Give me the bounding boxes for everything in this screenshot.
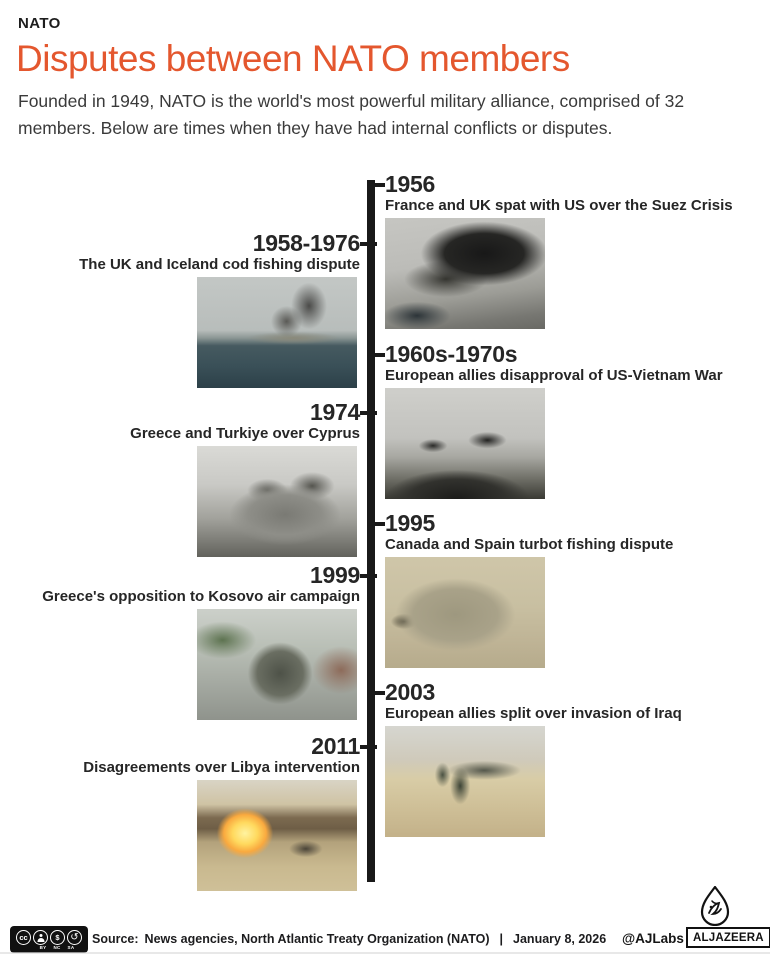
event-description: Greece and Turkiye over Cyprus	[130, 425, 360, 442]
photo-libya-intervention	[197, 780, 357, 891]
subtitle: Founded in 1949, NATO is the world's most powerful military alliance, comprised of 32 members. Below are times when they have had internal conflicts or disputes.	[18, 91, 685, 139]
cc-by-icon	[33, 930, 48, 945]
timeline-tick	[368, 353, 385, 357]
event-description: Canada and Spain turbot fishing dispute	[385, 536, 674, 553]
cc-label-nc: NC	[53, 945, 61, 950]
cc-label-by: BY	[39, 945, 47, 950]
timeline-tick	[360, 242, 377, 246]
cc-nc-icon: $	[50, 930, 65, 945]
event-year: 1958-1976	[252, 230, 360, 256]
timeline-event-1999	[20, 563, 360, 720]
date-text: January 8, 2026	[513, 932, 607, 946]
timeline-event-2011	[20, 734, 360, 891]
photo-iraq-invasion	[385, 726, 545, 837]
event-year: 2011	[311, 733, 360, 759]
timeline-tick	[368, 522, 385, 526]
timeline-event-2003	[385, 680, 747, 837]
cc-license-labels	[24, 945, 75, 950]
timeline-event-1956	[385, 172, 747, 329]
timeline-event-1960s-1970s	[385, 342, 747, 499]
event-year: 1956	[385, 171, 435, 197]
event-description: European allies disapproval of US-Vietnam War	[385, 367, 723, 384]
aljazeera-flame-logo-icon	[696, 886, 734, 926]
photo-suez-crisis	[385, 218, 545, 329]
source-label: Source:	[92, 932, 139, 946]
event-year: 1999	[310, 562, 360, 588]
event-description: France and UK spat with US over the Suez Crisis	[385, 197, 733, 214]
cc-label-sa: SA	[67, 945, 75, 950]
kicker: NATO	[18, 15, 61, 32]
photo-vietnam-war	[385, 388, 545, 499]
event-year: 1995	[385, 510, 435, 536]
event-year: 1960s-1970s	[385, 341, 518, 367]
person-icon	[37, 934, 44, 942]
cc-license-icons	[16, 930, 82, 945]
cc-sa-icon: ↺	[67, 930, 82, 945]
ajlabs-credit: @AJLabs	[622, 931, 684, 946]
page-title: Disputes between NATO members	[16, 38, 570, 79]
event-year: 1974	[310, 399, 360, 425]
source-line	[92, 932, 606, 946]
timeline-tick	[360, 411, 377, 415]
timeline-event-1974	[20, 400, 360, 557]
photo-turbot-dispute	[385, 557, 545, 668]
timeline-event-1995	[385, 511, 747, 668]
event-description: Greece's opposition to Kosovo air campaign	[42, 588, 360, 605]
timeline-axis	[367, 180, 375, 882]
timeline-tick	[368, 183, 385, 187]
event-description: Disagreements over Libya intervention	[83, 759, 360, 776]
photo-cyprus-conflict	[197, 446, 357, 557]
aljazeera-logo-text: ALJAZEERA	[686, 927, 770, 948]
bottom-divider	[0, 952, 770, 954]
timeline-tick	[368, 691, 385, 695]
timeline-tick	[360, 574, 377, 578]
cc-icon: cc	[16, 930, 31, 945]
photo-kosovo-campaign	[197, 609, 357, 720]
source-text: News agencies, North Atlantic Treaty Organization (NATO)	[144, 932, 490, 946]
timeline-tick	[360, 745, 377, 749]
timeline-event-1958-1976	[20, 231, 360, 388]
event-description: European allies split over invasion of Iraq	[385, 705, 682, 722]
event-year: 2003	[385, 679, 435, 705]
photo-cod-fishing-dispute	[197, 277, 357, 388]
separator: |	[499, 932, 504, 946]
event-description: The UK and Iceland cod fishing dispute	[79, 256, 360, 273]
creative-commons-badge	[10, 926, 88, 953]
